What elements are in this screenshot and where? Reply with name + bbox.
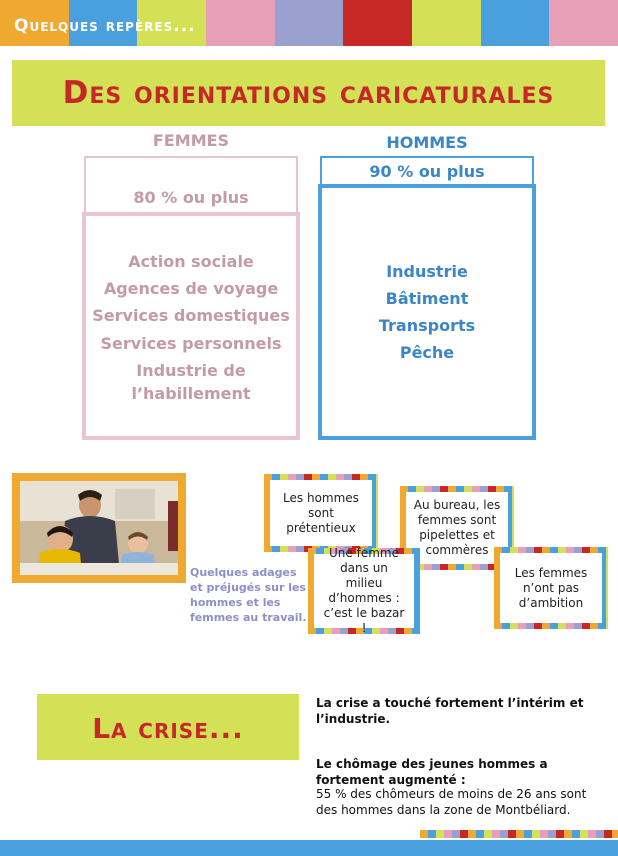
stripe-segment xyxy=(481,0,550,46)
section-label: Quelques repères... xyxy=(14,16,196,36)
crise-title: La crise... xyxy=(92,712,244,745)
hommes-sector-list xyxy=(318,258,536,366)
femmes-sector-item: Agences de voyage xyxy=(103,279,279,298)
stripe-segment xyxy=(275,0,344,46)
classroom-photo-illustration xyxy=(20,481,178,575)
crise-paragraph: 55 % des chômeurs de moins de 26 ans sont des hommes dans la zone de Montbéliard. xyxy=(316,787,587,817)
hommes-sector-item: Pêche xyxy=(399,343,455,362)
classroom-photo xyxy=(20,481,178,575)
crise-paragraph: La crise a touché fortement l’intérim et l’industrie. xyxy=(316,696,584,726)
prejudice-card-text: Les femmes n’ont pas d’ambition xyxy=(514,565,588,610)
bottom-bar xyxy=(0,840,618,856)
crise-paragraph: Le chômage des jeunes hommes a fortement augmenté : xyxy=(316,757,548,787)
hommes-heading: HOMMES xyxy=(386,133,468,152)
stripe-segment xyxy=(549,0,618,46)
prejudice-card-text: Les hommes sont prétentieux xyxy=(283,490,359,535)
page-title: Des orientations caricaturales xyxy=(62,75,555,111)
hommes-sector-item: Bâtiment xyxy=(385,289,469,308)
femmes-sector-item: Action sociale xyxy=(128,252,254,271)
prejudice-card xyxy=(264,474,378,552)
femmes-sector-item: Industrie de xyxy=(136,361,246,380)
femmes-heading: FEMMES xyxy=(152,131,230,150)
femmes-sector-item: Services personnels xyxy=(100,334,282,353)
prejudice-card xyxy=(308,548,420,634)
femmes-sector-item: Services domestiques xyxy=(92,306,290,325)
femmes-sector-list xyxy=(82,248,300,405)
hommes-sector-item: Transports xyxy=(378,316,476,335)
prejudice-card-text: Une femme dans un milieu d’hommes : c’est le bazar ! xyxy=(323,546,405,635)
photo-caption: Quelques adages et préjugés sur les hommes et les femmes au travail. xyxy=(190,566,307,624)
stripe-segment xyxy=(412,0,481,46)
hommes-sector-item: Industrie xyxy=(386,262,468,281)
femmes-percent: 80 % ou plus xyxy=(133,188,249,207)
femmes-sector-item: l’habillement xyxy=(131,384,251,403)
prejudice-card-text: Au bureau, les femmes sont pipelettes et commères xyxy=(413,498,501,557)
bottom-dot-stripe xyxy=(420,830,618,838)
stripe-segment xyxy=(343,0,412,46)
hommes-percent: 90 % ou plus xyxy=(369,162,485,181)
prejudice-card xyxy=(494,547,608,629)
stripe-segment xyxy=(206,0,275,46)
